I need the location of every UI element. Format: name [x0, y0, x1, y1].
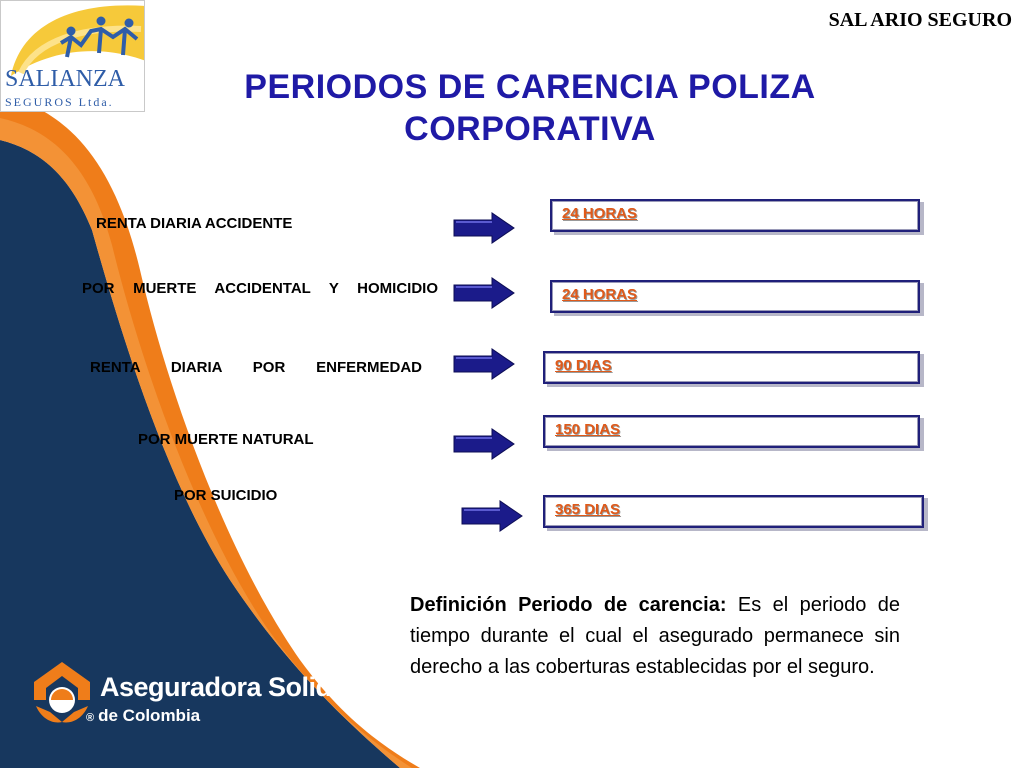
registered-mark: ® [86, 712, 95, 724]
coverage-label-muerte-accidental-text: POR MUERTE ACCIDENTAL Y HOMICIDIO [82, 280, 438, 297]
arrow-right-icon [460, 500, 524, 532]
carencia-value-muerte-accidental: 24 HORAS [562, 286, 638, 303]
definition-term: Definición Periodo de carencia: [410, 594, 727, 616]
carencia-box-muerte-natural [543, 415, 920, 448]
coverage-label-suicidio: POR SUICIDIO [174, 487, 278, 504]
page-title [150, 66, 910, 150]
carencia-box-renta-accidente [550, 199, 920, 232]
carencia-value-muerte-natural: 150 DIAS [555, 421, 621, 438]
carencia-box-suicidio [543, 495, 924, 528]
carencia-box-renta-enfermedad [543, 351, 920, 384]
page-title-line-2: CORPORATIVA [404, 110, 656, 148]
arrow-right-icon [452, 348, 516, 380]
coverage-label-renta-enfermedad [90, 358, 422, 378]
carencia-value-renta-accidente: 24 HORAS [562, 205, 638, 222]
aseguradora-solidaria-emblem-icon [30, 660, 94, 724]
salianza-logo-name: SALIANZA [5, 66, 125, 92]
aseguradora-solidaria-subtitle [86, 706, 200, 726]
definition-text: Es el periodo de tiempo durante el cual el asegurado permanece sin derecho a las coberturas establecidas por el seguro. [410, 594, 901, 678]
carencia-value-renta-enfermedad: 90 DIAS [555, 357, 612, 374]
salianza-logo-subtitle: SEGUROS Ltda. [5, 95, 114, 109]
coverage-label-renta-accidente: RENTA DIARIA ACCIDENTE [96, 215, 293, 232]
coverage-label-muerte-accidental [82, 279, 438, 299]
arrow-right-icon [452, 277, 516, 309]
aseguradora-solidaria-subtitle-text: de Colombia [98, 706, 201, 725]
salianza-logo [0, 0, 145, 112]
definition-paragraph [410, 590, 900, 683]
carencia-box-muerte-accidental [550, 280, 920, 313]
arrow-right-icon [452, 428, 516, 460]
carencia-value-suicidio: 365 DIAS [555, 501, 621, 518]
arrow-right-icon [452, 212, 516, 244]
aseguradora-solidaria-name: Aseguradora Solidaria [100, 672, 378, 702]
brand-slogan: SAL ARIO SEGURO [828, 9, 1012, 31]
coverage-label-renta-enfermedad-text: RENTA DIARIA POR ENFERMEDAD [90, 359, 422, 376]
page-title-line-1: PERIODOS DE CARENCIA POLIZA [244, 68, 816, 106]
coverage-label-muerte-natural: POR MUERTE NATURAL [138, 431, 314, 448]
